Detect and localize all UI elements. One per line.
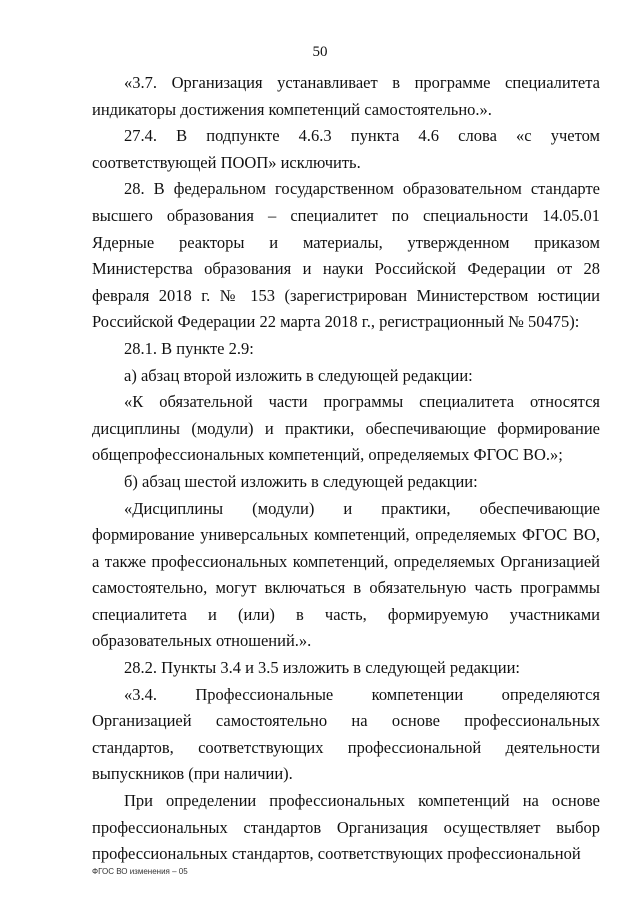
paragraph-27-4: 27.4. В подпункте 4.6.3 пункта 4.6 слова «с учетом соответствующей ПООП» исключить. <box>92 126 600 172</box>
page-number: 50 <box>312 44 328 60</box>
paragraph-quote-disciplines: «Дисциплины (модули) и практики, обеспечивающие формирование универсальных компетенций, определяемых ФГОС ВО, а также профессиональных компетенций, определяемых Организацией самостоятельно, могут включаться в обязательную часть программы специалитета и (или) в часть, формируемую участниками образовательных отношений.». <box>92 498 600 651</box>
paragraph-28-1-b: б) абзац шестой изложить в следующей редакции: <box>124 471 478 491</box>
paragraph-28-1: 28.1. В пункте 2.9: <box>124 338 254 358</box>
paragraph-28-2: 28.2. Пункты 3.4 и 3.5 изложить в следующей редакции: <box>124 658 521 678</box>
document-body <box>92 70 600 868</box>
paragraph-28: 28. В федеральном государственном образовательном стандарте высшего образования – специалитет по специальности 14.05.01 Ядерные реакторы и материалы, утвержденном приказом Министерства образования и науки Российской Федерации от 28 февраля 2018 г. № 153 (зарегистрирован Министерством юстиции Российской Федерации 22 марта 2018 г., регистрационный № 50475): <box>92 179 600 332</box>
footer-label: ФГОС ВО изменения – 05 <box>92 867 188 876</box>
paragraph-quote-3-4: «3.4. Профессиональные компетенции определяются Организацией самостоятельно на основе профессиональных стандартов, соответствующих профессиональной деятельности выпускников (при наличии). <box>92 684 600 784</box>
paragraph-professional-standards: При определении профессиональных компетенций на основе профессиональных стандартов Организация осуществляет выбор профессиональных стандартов, соответствующих профессиональной <box>92 791 600 864</box>
paragraph-28-1-a: а) абзац второй изложить в следующей редакции: <box>124 365 473 385</box>
paragraph-3-7: «3.7. Организация устанавливает в программе специалитета индикаторы достижения компетенций самостоятельно.». <box>92 73 600 119</box>
paragraph-quote-mandatory-part: «К обязательной части программы специалитета относятся дисциплины (модули) и практики, обеспечивающие формирование общепрофессиональных компетенций, определяемых ФГОС ВО.»; <box>92 392 600 465</box>
